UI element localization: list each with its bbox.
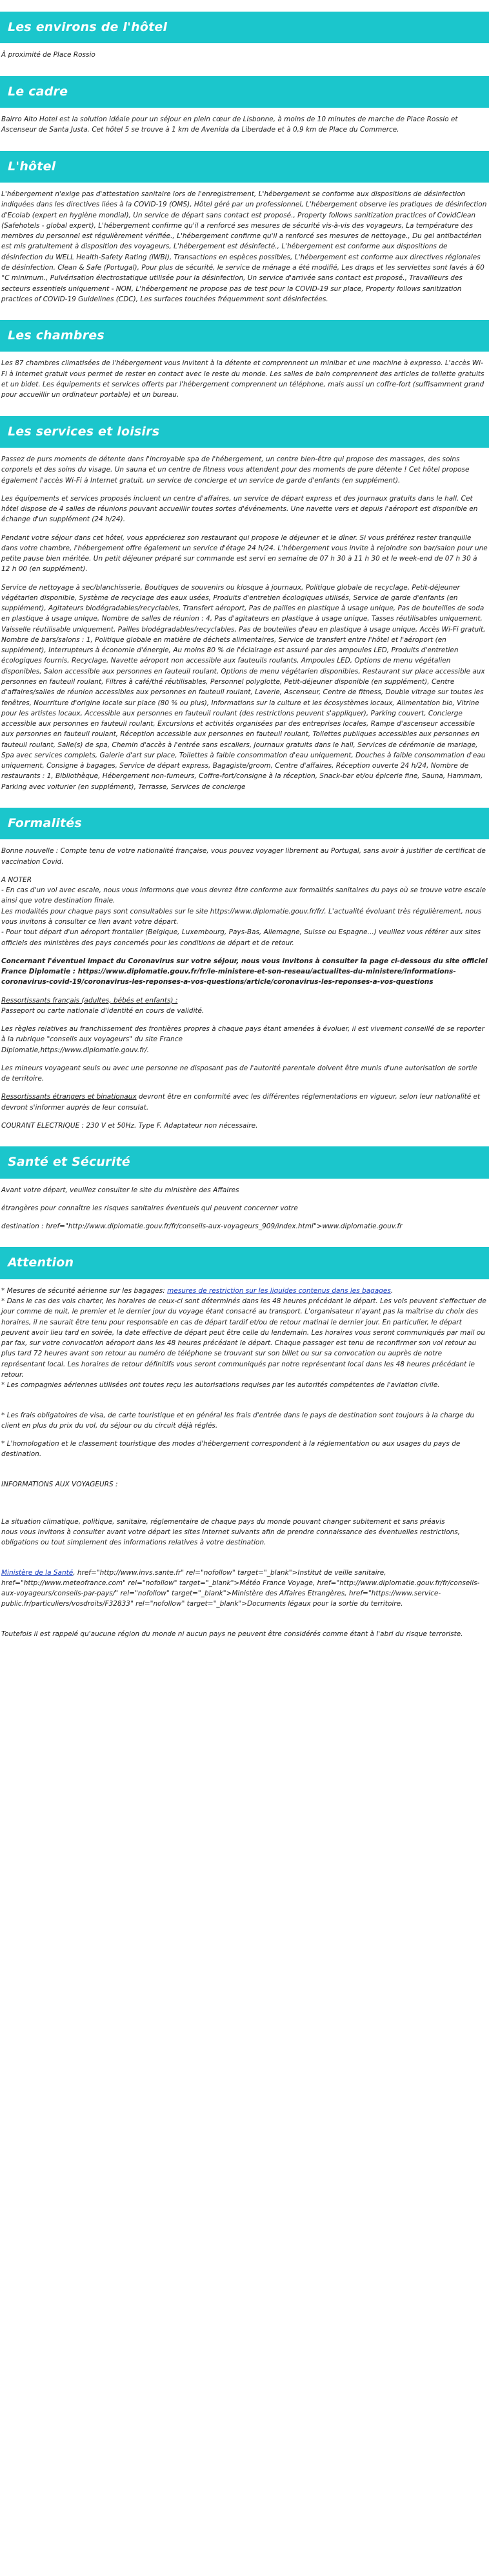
foreign-nationals [1,1092,488,1113]
services-business-text: Les équipements et services proposés incluent un centre d'affaires, un service de départ express et des journaux gratuits dans le hall. Cet hôtel dispose de 4 salles de réunions pouvant accueillir toutes sortes d'événements. Une navette vers et depuis l'aéroport est disponible en échange d'un supplément (24 h/24). [1,494,478,524]
charter-flights-text: * Dans le cas des vols charter, les horaires de ceux-ci sont déterminés dans les 48 heures précédant le départ. Les vols peuvent s'effectuer de jour comme de nuit, le premier et le dernier jour du voyage étant consacré au transport. L'organisateur n'ayant pas la maîtrise du choix des horaires, il ne saurait être tenu pour responsable en cas de départ tardif et/ou de retour matinal le dernier jour. En particulier, le départ peuvent avoir lieu tard en soirée, la date effective de départ peut être celle du lendemain. Les horaires vous seront communiqués par mail ou par fax, sur votre convocation aéroport dans les 48 heures précédant le départ. Chaque passager est tenu de reconfirmer son vol retour au plus tard 72 heures avant son retour au numéro de téléphone se trouvant sur son billet ou sur sa convocation ou auprès de notre représentant local. Les horaires de retour définitifs vous seront communiqués par notre représentant local dans les 48 heures précédant le retour. [1,1297,486,1379]
ministere-sante-link[interactable]: Ministère de la Santé [1,1568,74,1577]
section-sante [0,1146,489,1232]
baggage-security [1,1286,488,1296]
page [0,12,489,1660]
homologation-text: * L'homologation et le classement touristique des modes d'hébergement correspondent à la réglementation ou aux usages du pays de destination. [1,1440,461,1459]
foreign-nationals-text: devront être en conformité avec les différentes réglementations en vigueur, selon leur nationalité et devront s'informer auprès de leur consulat. [1,1093,481,1112]
consult-sites-text: nous vous invitons à consulter avant votre départ les sites Internet suivants afin de prendre connaissance des éventuelles restrictions, obligations ou tout simplement des informations relatives à votre destination. [1,1528,461,1547]
services-spa-text: Passez de purs moments de détente dans l'incroyable spa de l'hébergement, un centre bien-être qui propose des massages, des soins corporels et des soins du visage. Un sauna et un centre de fitness vous attendent pour des moments de pure détente ! Cet hôtel propose également l'accès Wi-Fi à Internet gratuit, un service de concierge et un service de garde d'enfants (en supplément). [1,455,470,484]
section-environs [0,12,489,61]
airlines-text: * Les compagnies aériennes utilisées ont toutes reçu les autorisations requises par les autorités compétentes de l'aviation civile. [1,1381,440,1390]
useful-links-text: , href="http://www.invs.sante.fr" rel="nofollow" target="_blank">Institut de veille sanitaire, href="http://www.meteofrance.com" rel="nofollow" target="_blank">Météo France Voyage, href="http://www.diplomatie.gouv.fr/fr/conseils-aux-voyageurs/conseils-par-pays/" rel="nofollow" target="_blank">Ministère des Affaires Etrangères, href="https://www.service-public.fr/particuliers/vosdroits/F32833" rel="nofollow" target="_blank">Documents légaux pour la sortie du territoire. [1,1568,480,1608]
liquids-restriction-link[interactable]: mesures de restriction sur les liquides contenus dans les bagages [167,1286,391,1295]
sante-line-2: étrangères pour connaître les risques sanitaires éventuels qui peuvent concerner votre [1,1204,298,1212]
visa-fees-text: * Les frais obligatoires de visa, de carte touristique et en général les frais d'entrée dans le pays de destination sont toujours à la charge du client en plus du prix du vol, du séjour ou du circuit déjà réglés. [1,1411,475,1430]
section-attention [0,1247,489,1639]
electric-current: COURANT ELECTRIQUE : 230 V et 50Hz. Type F. Adaptateur non nécessaire. [1,1121,258,1130]
section-title-chambres: Les chambres [0,320,489,352]
section-cadre [0,76,489,135]
french-nationals-text: Passeport ou carte nationale d'identité en cours de validité. [1,1006,205,1015]
formalites-intro: Bonne nouvelle : Compte tenu de votre nationalité française, vous pouvez voyager librement au Portugal, sans avoir à justifier de certificat de vaccination Covid. [1,847,486,866]
section-formalites [0,808,489,1131]
section-title-cadre: Le cadre [0,76,489,108]
services-amenities-list: Service de nettoyage à sec/blanchisserie, Boutiques de souvenirs ou kiosque à journaux, Politique globale de recyclage, Petit-déjeuner végétarien disponible, Système de recyclage des eaux usées, Produits d'entretien écologiques utilisés, Service de garde d'enfants (en supplément), Agitateurs biodégradables/recyclables, Transfert aéroport, Pas de pailles en plastique à usage unique, Pas de bouteilles de soda en plastique à usage unique, Nombre de salles de réunion : 4, Pas d'agitateurs en plastique à usage unique, Tasses réutilisables uniquement, Vaisselle réutilisable uniquement, Pailles biodégradables/recyclables, Pas de bouteilles d'eau en plastique à usage unique, Accès Wi-Fi gratuit, Nombre de bars/salons : 1, Politique globale en matière de déchets alimentaires, Service de transfert entre l'hôtel et l'aéroport (en supplément), Interrupteurs à économie d'énergie, Au moins 80 % de l'éclairage est assuré par des ampoules LED, Produits d'entretien écologiques fournis, Recyclage, Navette aéroport non accessible aux fauteuils roulants, Ampoules LED, Options de menu végétalien disponibles, Salon accessible aux personnes en fauteuil roulant, Options de menu végétarien disponibles, Restaurant sur place accessible aux personnes en fauteuil roulant, Filtres à café/thé réutilisables, Personnel polyglotte, Petit-déjeuner disponible (en supplément), Centre d'affaires/salles de réunion accessibles aux personnes en fauteuil roulant, Laverie, Ascenseur, Centre de fitness, Double vitrage sur toutes les fenêtres, Nourriture d'origine locale sur place (80 % ou plus), Informations sur la culture et les écosystèmes locaux, Alimentation bio, Vitrine pour les artistes locaux, Accessible aux personnes en fauteuil roulant (des restrictions peuvent s'appliquer), Parking couvert, Concierge accessible aux personnes en fauteuil roulant, Excursions et activités organisées par des entreprises locales, Rampe d'ascenseur accessible aux personnes en fauteuil roulant, Réception accessible aux personnes en fauteuil roulant, Toilettes publiques accessibles aux personnes en fauteuil roulant, Salle(s) de spa, Chemin d'accès à l'entrée sans escaliers, Journaux gratuits dans le hall, Services de cérémonie de mariage, Spa avec services complets, Galerie d'art sur place, Toilettes à faible consommation d'eau uniquement, Douches à faible consommation d'eau uniquement, Consigne à bagages, Service de départ express, Bagagiste/groom, Centre d'affaires, Réception ouverte 24 h/24, Nombre de restaurants : 1, Bibliothèque, Hébergement non-fumeurs, Coffre-fort/consigne à la réception, Snack-bar et/ou épicerie fine, Sauna, Hammam, Parking avec voiturier (en supplément), Terrasse, Services de concierge [1,583,486,791]
border-rules-site: Diplomatie,https://www.diplomatie.gouv.fr/. [1,1046,149,1054]
sante-line-1: Avant votre départ, veuillez consulter le site du ministère des Affaires [1,1186,239,1194]
environs-text: À proximité de Place Rossio [1,51,95,59]
chambres-text: Les 87 chambres climatisées de l'hébergement vous invitent à la détente et comprennent un minibar et une machine à expresso. L'accès Wi-Fi à Internet gratuit vous permet de rester en contact avec le reste du monde. Les salles de bain comprennent des articles de toilette gratuits et un bidet. Les équipements et services offerts par l'hébergement comprennent un téléphone, mais aussi un coffre-fort (suffisamment grand pour accueillir un ordinateur portable) et un bureau. [1,359,484,399]
baggage-security-end: . [390,1286,394,1295]
hotel-text: L'hébergement n'exige pas d'attestation sanitaire lors de l'enregistrement, L'hébergement se conforme aux dispositions de désinfection indiquées dans les directives liées à la COVID-19 (OMS), Hôtel géré par un professionnel, L'hébergement observe les pratiques de désinfection d'Ecolab (expert en hygiène mondial), Un service de départ sans contact est proposé., Property follows sanitization practices of CovidClean (Safehotels - global expert), L'hébergement confirme qu'il a renforcé ses mesures de sécurité vis-à-vis des voyageurs, La température des membres du personnel est régulièrement vérifiée., L'hébergement confirme qu'il a renforcé ses mesures de nettoyage., Du gel antibactérien est mis gratuitement à disposition des voyageurs, L'hébergement est désinfecté., L'hébergement est conforme aux dispositions de désinfection du WELL Health-Safety Rating (IWBI), Transactions en espèces possibles, L'hébergement est conforme aux directives régionales de désinfection. Clean & Safe (Portugal), Pour plus de sécurité, le service de ménage a été modifié, Les draps et les serviettes sont lavés à 60 °C minimum., Pulvérisation électrostatique utilisée pour la désinfection, Un service d'arrivée sans contact est proposé., Travailleurs des secteurs essentiels uniquement - NON, L'hébergement ne propose pas de test pour la COVID-19 sur place, Property follows sanitization practices of COVID-19 Guidelines (CDC), Les surfaces touchées fréquemment sont désinfectées. [1,190,487,303]
section-hotel [0,151,489,305]
baggage-security-label: * Mesures de sécurité aérienne sur les bagages: [1,1286,168,1295]
cadre-text: Bairro Alto Hotel est la solution idéale pour un séjour en plein cœur de Lisbonne, à moins de 10 minutes de marche de Place Rossio et Ascenseur de Santa Justa. Cet hôtel 5 se trouve à 1 km de Avenida da Liberdade et à 0,9 km de Place du Commerce. [1,115,458,134]
foreign-nationals-title: Ressortissants étrangers et binationaux [1,1093,137,1101]
section-title-formalites: Formalités [0,808,489,839]
section-title-sante: Santé et Sécurité [0,1146,489,1178]
useful-links [1,1568,488,1610]
travelers-info-title: INFORMATIONS AUX VOYAGEURS : [1,1480,118,1488]
situation-text: La situation climatique, politique, sanitaire, réglementaire de chaque pays du monde pouvant changer subitement et sans préavis [1,1517,445,1526]
note-escale: - En cas d'un vol avec escale, nous vous informons que vous devrez être conforme aux formalités sanitaires du pays où se trouve votre escale ainsi que votre destination finale. [1,886,486,905]
note-title: A NOTER [1,875,32,884]
section-title-environs: Les environs de l'hôtel [0,12,489,43]
note-modalites: Les modalités pour chaque pays sont consultables sur le site https://www.diplomatie.gouv.fr/fr/. L'actualité évoluant très régulièrement, nous vous invitons à consulter ce lien avant votre départ. [1,907,482,926]
sante-line-3: destination : href="http://www.diplomatie.gouv.fr/fr/conseils-aux-voyageurs_909/index.html">www.diplomatie.gouv.fr [1,1223,403,1231]
minors-text: Les mineurs voyageant seuls ou avec une personne ne disposant pas de l'autorité parentale doivent être munis d'une autorisation de sortie de territoire. [1,1064,477,1083]
section-title-hotel: L'hôtel [0,151,489,183]
section-services [0,416,489,792]
section-title-attention: Attention [0,1247,489,1279]
services-restaurant-text: Pendant votre séjour dans cet hôtel, vous apprécierez son restaurant qui propose le déjeuner et le dîner. Si vous préférez rester tranquille dans votre chambre, l'hébergement offre également un service d'étage 24 h/24. L'hébergement vous invite à rejoindre son bar/salon pour une petite pause bien méritée. Un petit déjeuner préparé sur commande est servi en semaine de 07 h 30 à 11 h 30 et le week-end de 07 h 30 à 12 h 00 (en supplément). [1,534,488,574]
section-chambres [0,320,489,401]
coronavirus-notice: Concernant l'éventuel impact du Coronavirus sur votre séjour, nous vous invitons à consulter la page ci-dessous du site officiel France Diplomatie : https://www.diplomatie.gouv.fr/fr/le-ministere-et-son-reseau/actualites-du-ministere/informations-coronavirus-covid-19/coronavirus-les-reponses-a-vos-questions/article/coronavirus-les-reponses-a-vos-questions [1,957,488,986]
border-rules-text: Les règles relatives au franchissement des frontières propres à chaque pays étant amenées à évoluer, il est vivement conseillé de se reporter à la rubrique "conseils aux voyageurs" du site France [1,1025,484,1044]
section-title-services: Les services et loisirs [0,416,489,448]
note-frontalier: - Pour tout départ d'un aéroport frontalier (Belgique, Luxembourg, Pays-Bas, Allemagne, Suisse ou Espagne...) veuillez vous référer aux sites officiels des ministères des pays concernés pour les conditions de départ et de retour. [1,928,481,947]
terrorism-risk-text: Toutefois il est rappelé qu'aucune région du monde ni aucun pays ne peuvent être considérés comme étant à l'abri du risque terroriste. [1,1630,463,1638]
french-nationals-title: Ressortissants français (adultes, bébés et enfants) : [1,996,178,1004]
